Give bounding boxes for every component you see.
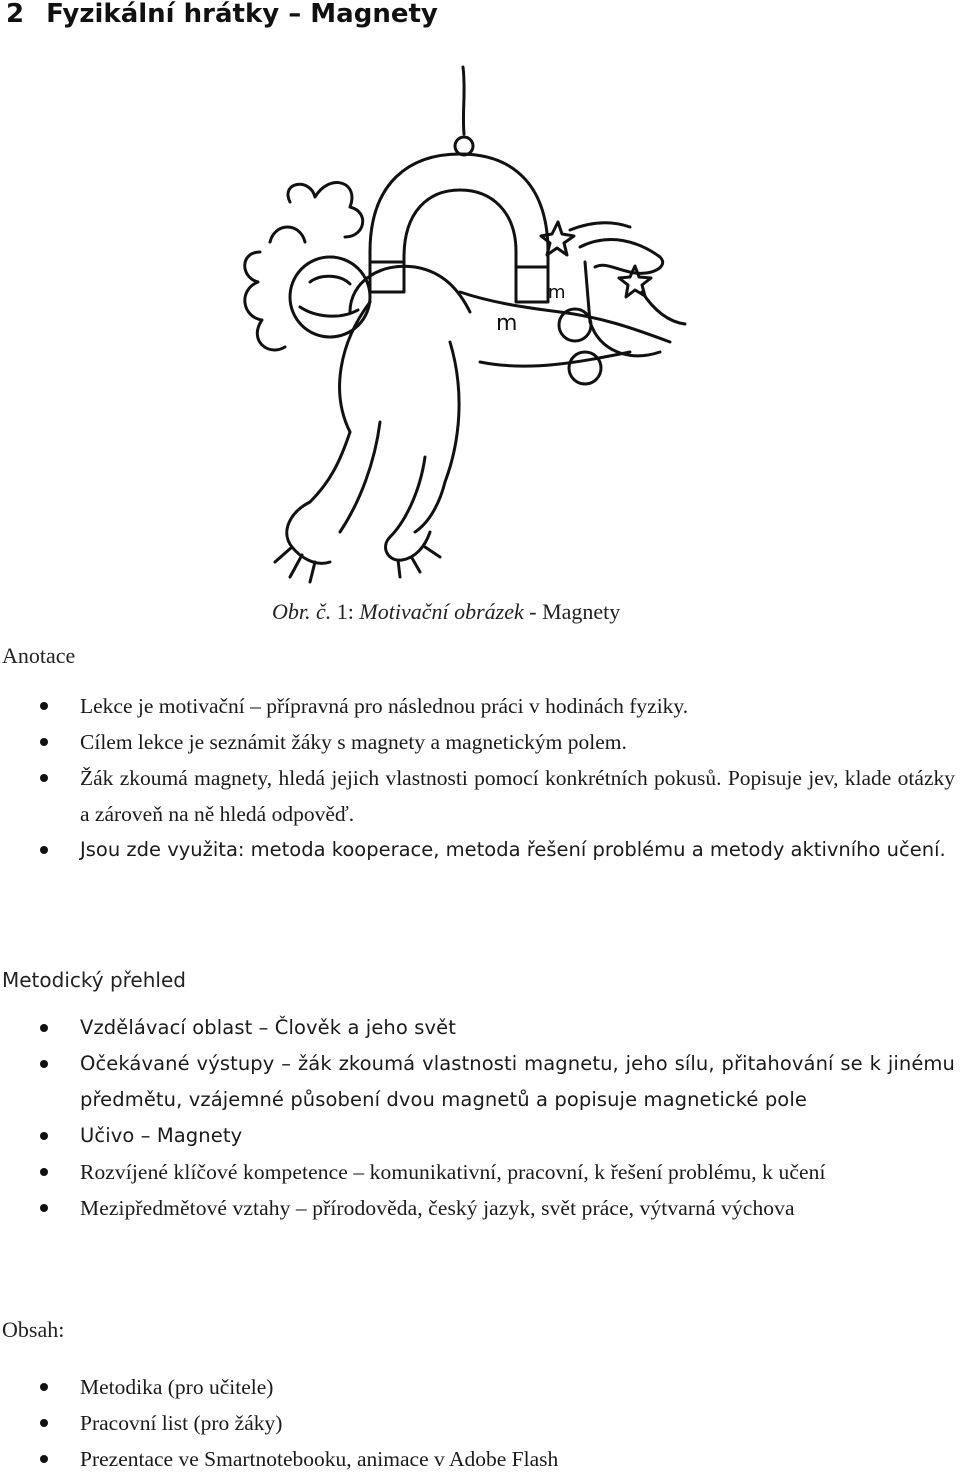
anotace-list (0, 688, 955, 868)
list-item: Očekávané výstupy – žák zkoumá vlastnosti magnetu, jeho sílu, přitahování se k jinému předmětu, vzájemné působení dvou magnetů a popisuje magnetické pole (0, 1046, 955, 1118)
list-item: Lekce je motivační – přípravná pro následnou práci v hodinách fyziky. (0, 688, 955, 724)
anotace-label: Anotace (2, 643, 76, 668)
magnet-mark-label: m (496, 311, 518, 336)
magnet-mark-label: m (548, 282, 566, 303)
section-heading (6, 0, 438, 34)
caption-prefix: Obr. č. (272, 599, 332, 624)
motivational-illustration (230, 62, 700, 592)
metodicky-label: Metodický přehled (2, 968, 186, 992)
caption-number: 1: (331, 599, 360, 624)
list-item: Metodika (pro učitele) (0, 1369, 955, 1405)
caption-title: Motivační obrázek (359, 599, 524, 624)
list-item: Mezipředmětové vztahy – přírodověda, český jazyk, svět práce, výtvarná výchova (0, 1190, 955, 1226)
list-item: Pracovní list (pro žáky) (0, 1405, 955, 1441)
list-item: Prezentace ve Smartnotebooku, animace v Adobe Flash (0, 1441, 955, 1477)
list-item: Žák zkoumá magnety, hledá jejich vlastnosti pomocí konkrétních pokusů. Popisuje jev, klade otázky a zároveň na ně hledá odpověď. (0, 760, 955, 832)
list-item: Učivo – Magnety (0, 1118, 955, 1154)
list-item: Rozvíjené klíčové kompetence – komunikativní, pracovní, k řešení problému, k učení (0, 1154, 955, 1190)
section-number: 2 (6, 0, 25, 29)
list-item: Cílem lekce je seznámit žáky s magnety a magnetickým polem. (0, 724, 955, 760)
figure-caption (272, 598, 620, 626)
section-title: Fyzikální hrátky – Magnety (46, 0, 438, 29)
caption-suffix: - Magnety (523, 599, 621, 624)
list-item: Jsou zde využita: metoda kooperace, metoda řešení problému a metody aktivního učení. (0, 832, 955, 868)
obsah-label: Obsah: (2, 1317, 65, 1342)
obsah-list (0, 1369, 955, 1477)
list-item: Vzdělávací oblast – Člověk a jeho svět (0, 1010, 955, 1046)
metodicky-list (0, 1010, 955, 1226)
